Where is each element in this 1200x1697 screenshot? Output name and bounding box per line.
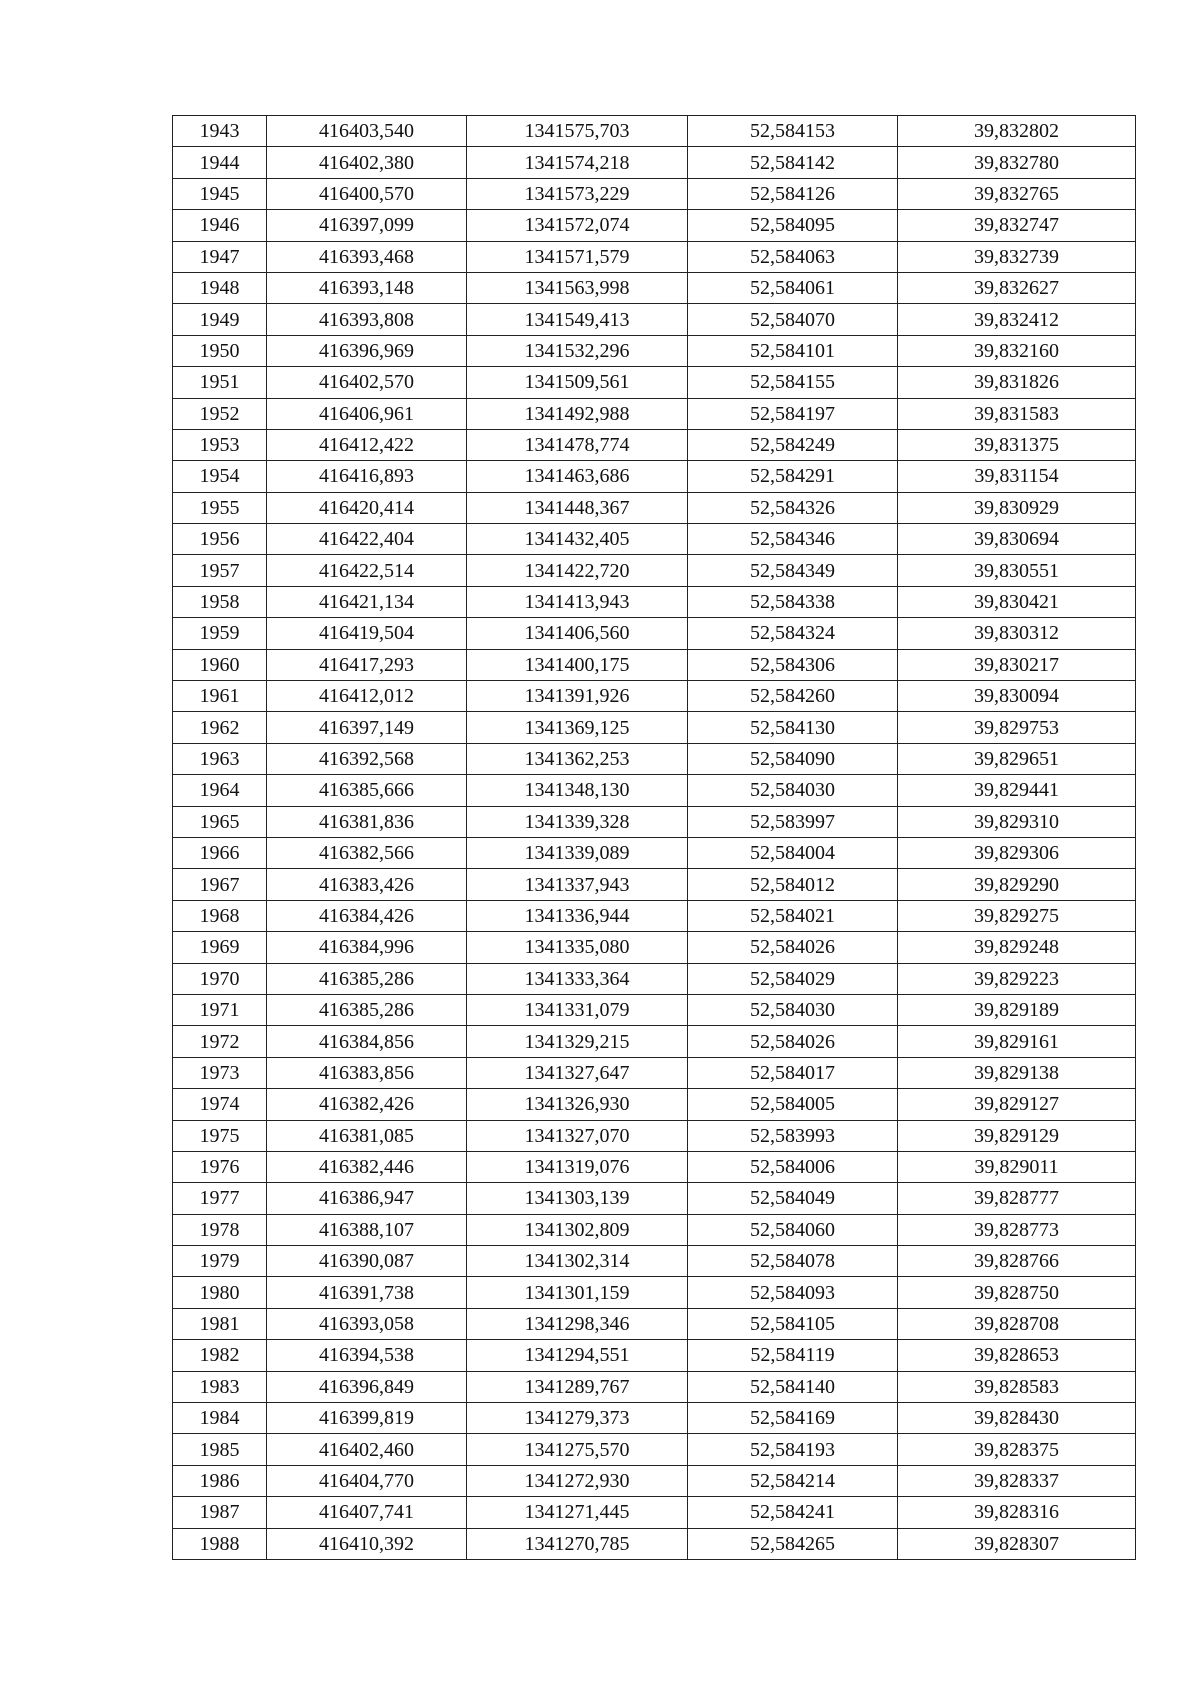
- longitude-cell: 39,828773: [898, 1214, 1136, 1245]
- x-coordinate-cell: 416407,741: [267, 1497, 467, 1528]
- point-number-cell: 1959: [173, 618, 267, 649]
- y-coordinate-cell: 1341294,551: [467, 1340, 688, 1371]
- table-row: [173, 1089, 1136, 1120]
- longitude-cell: 39,832739: [898, 241, 1136, 272]
- table-row: [173, 900, 1136, 931]
- table-row: [173, 1277, 1136, 1308]
- x-coordinate-cell: 416402,460: [267, 1434, 467, 1465]
- table-row: [173, 335, 1136, 366]
- table-row: [173, 743, 1136, 774]
- latitude-cell: 52,584026: [688, 932, 898, 963]
- y-coordinate-cell: 1341327,647: [467, 1057, 688, 1088]
- point-number-cell: 1945: [173, 178, 267, 209]
- x-coordinate-cell: 416393,808: [267, 304, 467, 335]
- table-row: [173, 1246, 1136, 1277]
- latitude-cell: 52,584193: [688, 1434, 898, 1465]
- x-coordinate-cell: 416384,856: [267, 1026, 467, 1057]
- longitude-cell: 39,828430: [898, 1403, 1136, 1434]
- x-coordinate-cell: 416397,099: [267, 210, 467, 241]
- point-number-cell: 1981: [173, 1308, 267, 1339]
- point-number-cell: 1972: [173, 1026, 267, 1057]
- point-number-cell: 1980: [173, 1277, 267, 1308]
- point-number-cell: 1954: [173, 461, 267, 492]
- x-coordinate-cell: 416400,570: [267, 178, 467, 209]
- y-coordinate-cell: 1341362,253: [467, 743, 688, 774]
- table-row: [173, 994, 1136, 1025]
- table-row: [173, 147, 1136, 178]
- y-coordinate-cell: 1341327,070: [467, 1120, 688, 1151]
- point-number-cell: 1967: [173, 869, 267, 900]
- x-coordinate-cell: 416383,426: [267, 869, 467, 900]
- table-row: [173, 681, 1136, 712]
- x-coordinate-cell: 416402,570: [267, 367, 467, 398]
- longitude-cell: 39,832160: [898, 335, 1136, 366]
- x-coordinate-cell: 416404,770: [267, 1465, 467, 1496]
- table-row: [173, 1151, 1136, 1182]
- x-coordinate-cell: 416394,538: [267, 1340, 467, 1371]
- latitude-cell: 52,584026: [688, 1026, 898, 1057]
- table-row: [173, 304, 1136, 335]
- longitude-cell: 39,832747: [898, 210, 1136, 241]
- latitude-cell: 52,584012: [688, 869, 898, 900]
- point-number-cell: 1943: [173, 116, 267, 147]
- table-row: [173, 932, 1136, 963]
- latitude-cell: 52,584119: [688, 1340, 898, 1371]
- y-coordinate-cell: 1341432,405: [467, 524, 688, 555]
- table-row: [173, 1371, 1136, 1402]
- point-number-cell: 1970: [173, 963, 267, 994]
- longitude-cell: 39,828653: [898, 1340, 1136, 1371]
- y-coordinate-cell: 1341319,076: [467, 1151, 688, 1182]
- longitude-cell: 39,829011: [898, 1151, 1136, 1182]
- y-coordinate-cell: 1341303,139: [467, 1183, 688, 1214]
- longitude-cell: 39,831826: [898, 367, 1136, 398]
- latitude-cell: 52,584093: [688, 1277, 898, 1308]
- latitude-cell: 52,584095: [688, 210, 898, 241]
- x-coordinate-cell: 416417,293: [267, 649, 467, 680]
- x-coordinate-cell: 416412,012: [267, 681, 467, 712]
- x-coordinate-cell: 416396,969: [267, 335, 467, 366]
- x-coordinate-cell: 416385,286: [267, 994, 467, 1025]
- latitude-cell: 52,584005: [688, 1089, 898, 1120]
- table-row: [173, 1057, 1136, 1088]
- longitude-cell: 39,829753: [898, 712, 1136, 743]
- table-row: [173, 1528, 1136, 1559]
- table-row: [173, 492, 1136, 523]
- longitude-cell: 39,832802: [898, 116, 1136, 147]
- x-coordinate-cell: 416399,819: [267, 1403, 467, 1434]
- point-number-cell: 1986: [173, 1465, 267, 1496]
- longitude-cell: 39,830421: [898, 586, 1136, 617]
- latitude-cell: 52,584265: [688, 1528, 898, 1559]
- table-row: [173, 367, 1136, 398]
- y-coordinate-cell: 1341391,926: [467, 681, 688, 712]
- y-coordinate-cell: 1341549,413: [467, 304, 688, 335]
- latitude-cell: 52,584346: [688, 524, 898, 555]
- x-coordinate-cell: 416422,514: [267, 555, 467, 586]
- x-coordinate-cell: 416390,087: [267, 1246, 467, 1277]
- table-row: [173, 1465, 1136, 1496]
- point-number-cell: 1988: [173, 1528, 267, 1559]
- longitude-cell: 39,830312: [898, 618, 1136, 649]
- y-coordinate-cell: 1341339,328: [467, 806, 688, 837]
- longitude-cell: 39,829248: [898, 932, 1136, 963]
- point-number-cell: 1983: [173, 1371, 267, 1402]
- latitude-cell: 52,584324: [688, 618, 898, 649]
- y-coordinate-cell: 1341335,080: [467, 932, 688, 963]
- x-coordinate-cell: 416392,568: [267, 743, 467, 774]
- table-row: [173, 1403, 1136, 1434]
- table-row: [173, 1214, 1136, 1245]
- coordinates-table: [172, 115, 1136, 1560]
- coordinates-table-body: [173, 116, 1136, 1560]
- point-number-cell: 1976: [173, 1151, 267, 1182]
- latitude-cell: 52,584326: [688, 492, 898, 523]
- x-coordinate-cell: 416397,149: [267, 712, 467, 743]
- latitude-cell: 52,584030: [688, 775, 898, 806]
- longitude-cell: 39,830217: [898, 649, 1136, 680]
- point-number-cell: 1944: [173, 147, 267, 178]
- x-coordinate-cell: 416385,666: [267, 775, 467, 806]
- longitude-cell: 39,830551: [898, 555, 1136, 586]
- table-row: [173, 1183, 1136, 1214]
- latitude-cell: 52,584090: [688, 743, 898, 774]
- y-coordinate-cell: 1341271,445: [467, 1497, 688, 1528]
- point-number-cell: 1961: [173, 681, 267, 712]
- latitude-cell: 52,584249: [688, 429, 898, 460]
- longitude-cell: 39,829306: [898, 837, 1136, 868]
- table-row: [173, 1026, 1136, 1057]
- latitude-cell: 52,584140: [688, 1371, 898, 1402]
- latitude-cell: 52,583997: [688, 806, 898, 837]
- point-number-cell: 1971: [173, 994, 267, 1025]
- x-coordinate-cell: 416384,996: [267, 932, 467, 963]
- point-number-cell: 1953: [173, 429, 267, 460]
- y-coordinate-cell: 1341463,686: [467, 461, 688, 492]
- y-coordinate-cell: 1341337,943: [467, 869, 688, 900]
- x-coordinate-cell: 416412,422: [267, 429, 467, 460]
- longitude-cell: 39,831375: [898, 429, 1136, 460]
- y-coordinate-cell: 1341575,703: [467, 116, 688, 147]
- latitude-cell: 52,584061: [688, 272, 898, 303]
- y-coordinate-cell: 1341422,720: [467, 555, 688, 586]
- longitude-cell: 39,832412: [898, 304, 1136, 335]
- latitude-cell: 52,584030: [688, 994, 898, 1025]
- latitude-cell: 52,584169: [688, 1403, 898, 1434]
- y-coordinate-cell: 1341478,774: [467, 429, 688, 460]
- longitude-cell: 39,829189: [898, 994, 1136, 1025]
- longitude-cell: 39,829651: [898, 743, 1136, 774]
- latitude-cell: 52,584306: [688, 649, 898, 680]
- x-coordinate-cell: 416391,738: [267, 1277, 467, 1308]
- x-coordinate-cell: 416421,134: [267, 586, 467, 617]
- point-number-cell: 1962: [173, 712, 267, 743]
- longitude-cell: 39,830929: [898, 492, 1136, 523]
- longitude-cell: 39,829129: [898, 1120, 1136, 1151]
- longitude-cell: 39,829127: [898, 1089, 1136, 1120]
- latitude-cell: 52,584291: [688, 461, 898, 492]
- x-coordinate-cell: 416393,058: [267, 1308, 467, 1339]
- x-coordinate-cell: 416419,504: [267, 618, 467, 649]
- longitude-cell: 39,828708: [898, 1308, 1136, 1339]
- latitude-cell: 52,584197: [688, 398, 898, 429]
- point-number-cell: 1969: [173, 932, 267, 963]
- longitude-cell: 39,829138: [898, 1057, 1136, 1088]
- longitude-cell: 39,829310: [898, 806, 1136, 837]
- y-coordinate-cell: 1341413,943: [467, 586, 688, 617]
- point-number-cell: 1946: [173, 210, 267, 241]
- y-coordinate-cell: 1341573,229: [467, 178, 688, 209]
- y-coordinate-cell: 1341272,930: [467, 1465, 688, 1496]
- y-coordinate-cell: 1341339,089: [467, 837, 688, 868]
- latitude-cell: 52,584126: [688, 178, 898, 209]
- y-coordinate-cell: 1341333,364: [467, 963, 688, 994]
- latitude-cell: 52,584006: [688, 1151, 898, 1182]
- y-coordinate-cell: 1341574,218: [467, 147, 688, 178]
- point-number-cell: 1955: [173, 492, 267, 523]
- longitude-cell: 39,829290: [898, 869, 1136, 900]
- point-number-cell: 1952: [173, 398, 267, 429]
- y-coordinate-cell: 1341326,930: [467, 1089, 688, 1120]
- table-row: [173, 1497, 1136, 1528]
- y-coordinate-cell: 1341448,367: [467, 492, 688, 523]
- table-row: [173, 649, 1136, 680]
- latitude-cell: 52,584021: [688, 900, 898, 931]
- latitude-cell: 52,583993: [688, 1120, 898, 1151]
- y-coordinate-cell: 1341275,570: [467, 1434, 688, 1465]
- table-row: [173, 869, 1136, 900]
- latitude-cell: 52,584060: [688, 1214, 898, 1245]
- y-coordinate-cell: 1341571,579: [467, 241, 688, 272]
- longitude-cell: 39,828337: [898, 1465, 1136, 1496]
- point-number-cell: 1960: [173, 649, 267, 680]
- table-row: [173, 712, 1136, 743]
- x-coordinate-cell: 416396,849: [267, 1371, 467, 1402]
- y-coordinate-cell: 1341302,314: [467, 1246, 688, 1277]
- x-coordinate-cell: 416422,404: [267, 524, 467, 555]
- x-coordinate-cell: 416383,856: [267, 1057, 467, 1088]
- x-coordinate-cell: 416385,286: [267, 963, 467, 994]
- longitude-cell: 39,831583: [898, 398, 1136, 429]
- latitude-cell: 52,584017: [688, 1057, 898, 1088]
- point-number-cell: 1958: [173, 586, 267, 617]
- y-coordinate-cell: 1341400,175: [467, 649, 688, 680]
- table-row: [173, 210, 1136, 241]
- point-number-cell: 1950: [173, 335, 267, 366]
- table-row: [173, 963, 1136, 994]
- latitude-cell: 52,584214: [688, 1465, 898, 1496]
- longitude-cell: 39,831154: [898, 461, 1136, 492]
- latitude-cell: 52,584029: [688, 963, 898, 994]
- y-coordinate-cell: 1341302,809: [467, 1214, 688, 1245]
- point-number-cell: 1957: [173, 555, 267, 586]
- x-coordinate-cell: 416406,961: [267, 398, 467, 429]
- point-number-cell: 1973: [173, 1057, 267, 1088]
- longitude-cell: 39,829275: [898, 900, 1136, 931]
- point-number-cell: 1977: [173, 1183, 267, 1214]
- y-coordinate-cell: 1341279,373: [467, 1403, 688, 1434]
- longitude-cell: 39,828316: [898, 1497, 1136, 1528]
- y-coordinate-cell: 1341289,767: [467, 1371, 688, 1402]
- longitude-cell: 39,829441: [898, 775, 1136, 806]
- y-coordinate-cell: 1341336,944: [467, 900, 688, 931]
- latitude-cell: 52,584078: [688, 1246, 898, 1277]
- latitude-cell: 52,584241: [688, 1497, 898, 1528]
- point-number-cell: 1947: [173, 241, 267, 272]
- latitude-cell: 52,584130: [688, 712, 898, 743]
- y-coordinate-cell: 1341492,988: [467, 398, 688, 429]
- x-coordinate-cell: 416393,148: [267, 272, 467, 303]
- longitude-cell: 39,832780: [898, 147, 1136, 178]
- x-coordinate-cell: 416381,085: [267, 1120, 467, 1151]
- table-row: [173, 806, 1136, 837]
- table-row: [173, 1308, 1136, 1339]
- y-coordinate-cell: 1341369,125: [467, 712, 688, 743]
- point-number-cell: 1979: [173, 1246, 267, 1277]
- point-number-cell: 1968: [173, 900, 267, 931]
- point-number-cell: 1982: [173, 1340, 267, 1371]
- table-row: [173, 116, 1136, 147]
- latitude-cell: 52,584338: [688, 586, 898, 617]
- point-number-cell: 1951: [173, 367, 267, 398]
- table-row: [173, 429, 1136, 460]
- x-coordinate-cell: 416381,836: [267, 806, 467, 837]
- longitude-cell: 39,832627: [898, 272, 1136, 303]
- table-row: [173, 586, 1136, 617]
- point-number-cell: 1978: [173, 1214, 267, 1245]
- table-row: [173, 178, 1136, 209]
- y-coordinate-cell: 1341329,215: [467, 1026, 688, 1057]
- x-coordinate-cell: 416416,893: [267, 461, 467, 492]
- y-coordinate-cell: 1341532,296: [467, 335, 688, 366]
- x-coordinate-cell: 416382,566: [267, 837, 467, 868]
- x-coordinate-cell: 416410,392: [267, 1528, 467, 1559]
- table-row: [173, 398, 1136, 429]
- table-row: [173, 775, 1136, 806]
- y-coordinate-cell: 1341298,346: [467, 1308, 688, 1339]
- point-number-cell: 1975: [173, 1120, 267, 1151]
- y-coordinate-cell: 1341509,561: [467, 367, 688, 398]
- y-coordinate-cell: 1341301,159: [467, 1277, 688, 1308]
- x-coordinate-cell: 416403,540: [267, 116, 467, 147]
- y-coordinate-cell: 1341572,074: [467, 210, 688, 241]
- longitude-cell: 39,830694: [898, 524, 1136, 555]
- table-row: [173, 272, 1136, 303]
- latitude-cell: 52,584349: [688, 555, 898, 586]
- point-number-cell: 1966: [173, 837, 267, 868]
- point-number-cell: 1985: [173, 1434, 267, 1465]
- longitude-cell: 39,828777: [898, 1183, 1136, 1214]
- point-number-cell: 1948: [173, 272, 267, 303]
- latitude-cell: 52,584101: [688, 335, 898, 366]
- latitude-cell: 52,584004: [688, 837, 898, 868]
- x-coordinate-cell: 416382,446: [267, 1151, 467, 1182]
- y-coordinate-cell: 1341563,998: [467, 272, 688, 303]
- point-number-cell: 1984: [173, 1403, 267, 1434]
- latitude-cell: 52,584155: [688, 367, 898, 398]
- table-row: [173, 1434, 1136, 1465]
- longitude-cell: 39,829223: [898, 963, 1136, 994]
- table-row: [173, 461, 1136, 492]
- table-row: [173, 241, 1136, 272]
- latitude-cell: 52,584153: [688, 116, 898, 147]
- y-coordinate-cell: 1341348,130: [467, 775, 688, 806]
- point-number-cell: 1964: [173, 775, 267, 806]
- x-coordinate-cell: 416393,468: [267, 241, 467, 272]
- longitude-cell: 39,830094: [898, 681, 1136, 712]
- x-coordinate-cell: 416388,107: [267, 1214, 467, 1245]
- table-row: [173, 555, 1136, 586]
- table-row: [173, 618, 1136, 649]
- latitude-cell: 52,584070: [688, 304, 898, 335]
- y-coordinate-cell: 1341331,079: [467, 994, 688, 1025]
- y-coordinate-cell: 1341270,785: [467, 1528, 688, 1559]
- latitude-cell: 52,584142: [688, 147, 898, 178]
- point-number-cell: 1949: [173, 304, 267, 335]
- longitude-cell: 39,828307: [898, 1528, 1136, 1559]
- longitude-cell: 39,832765: [898, 178, 1136, 209]
- point-number-cell: 1965: [173, 806, 267, 837]
- longitude-cell: 39,828583: [898, 1371, 1136, 1402]
- longitude-cell: 39,829161: [898, 1026, 1136, 1057]
- latitude-cell: 52,584105: [688, 1308, 898, 1339]
- table-row: [173, 837, 1136, 868]
- x-coordinate-cell: 416386,947: [267, 1183, 467, 1214]
- x-coordinate-cell: 416382,426: [267, 1089, 467, 1120]
- table-row: [173, 1340, 1136, 1371]
- table-row: [173, 524, 1136, 555]
- table-row: [173, 1120, 1136, 1151]
- point-number-cell: 1956: [173, 524, 267, 555]
- point-number-cell: 1963: [173, 743, 267, 774]
- point-number-cell: 1987: [173, 1497, 267, 1528]
- x-coordinate-cell: 416402,380: [267, 147, 467, 178]
- longitude-cell: 39,828375: [898, 1434, 1136, 1465]
- latitude-cell: 52,584063: [688, 241, 898, 272]
- longitude-cell: 39,828750: [898, 1277, 1136, 1308]
- x-coordinate-cell: 416384,426: [267, 900, 467, 931]
- latitude-cell: 52,584260: [688, 681, 898, 712]
- x-coordinate-cell: 416420,414: [267, 492, 467, 523]
- latitude-cell: 52,584049: [688, 1183, 898, 1214]
- longitude-cell: 39,828766: [898, 1246, 1136, 1277]
- y-coordinate-cell: 1341406,560: [467, 618, 688, 649]
- point-number-cell: 1974: [173, 1089, 267, 1120]
